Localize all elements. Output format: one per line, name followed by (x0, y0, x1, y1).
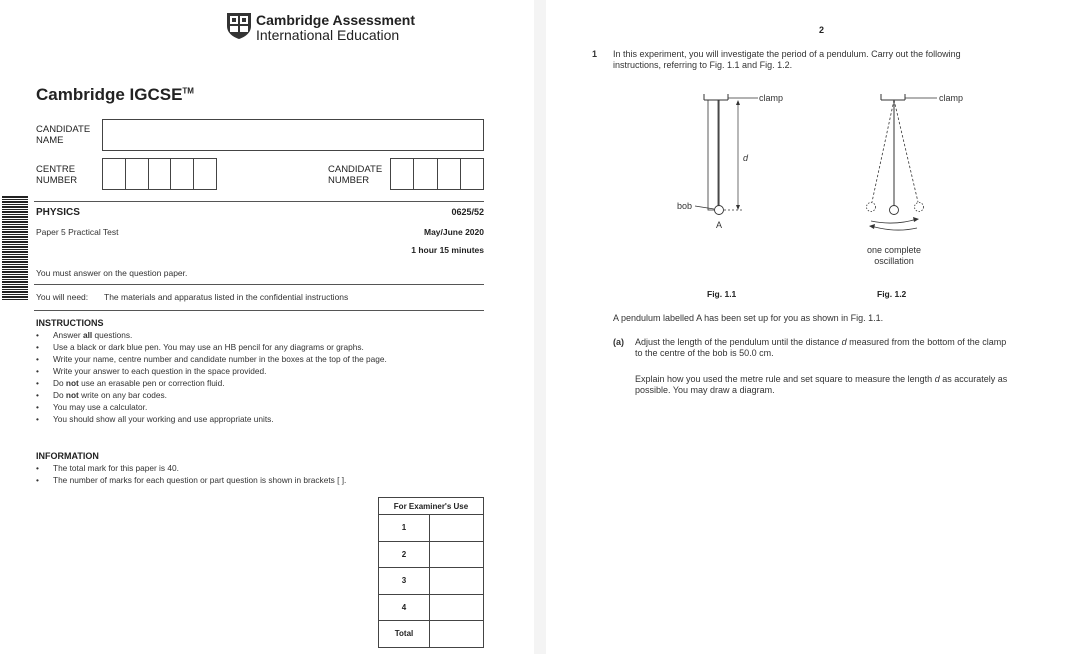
instruction-item: • Write your name, centre number and candidate number in the boxes at the top of the page. (33, 353, 387, 365)
instruction-item: • Answer all questions. (33, 329, 387, 341)
candidate-number-label: CANDIDATE NUMBER (328, 164, 383, 186)
fig2-oscillation-line2: oscillation (874, 256, 914, 266)
cambridge-crest-icon (226, 12, 252, 40)
information-item: • The total mark for this paper is 40. (33, 462, 346, 474)
information-item: • The number of marks for each question or part question is shown in brackets [ ]. (33, 474, 346, 486)
divider (34, 201, 484, 202)
qualification-title: Cambridge IGCSE™ (36, 85, 194, 104)
question-number: 1 (592, 49, 598, 59)
explain-text: Explain how you used the metre rule and set square to measure the length d as accurately as possible. You may draw a diagram. (635, 374, 1008, 395)
question-page (546, 0, 1080, 654)
centre-number-field[interactable] (102, 158, 217, 190)
instruction-item: • You should show all your working and use appropriate units. (33, 413, 387, 425)
paper-code: 0625/52 (451, 207, 484, 217)
part-a-label: (a) (613, 337, 624, 347)
figure-1-2 (851, 88, 981, 273)
table-row: 2 (379, 541, 484, 568)
table-row: Total (379, 621, 484, 648)
instruction-item: • Do not write on any bar codes. (33, 389, 387, 401)
table-row: 3 (379, 568, 484, 595)
fig1-bob-label: bob (677, 201, 693, 211)
instructions-heading: INSTRUCTIONS (36, 318, 104, 328)
org-name-line2: International Education (256, 27, 400, 43)
fig1-A-label: A (716, 220, 723, 230)
candidate-name-field[interactable] (102, 119, 484, 151)
candidate-number-field[interactable] (390, 158, 484, 190)
fig1-clamp-label: clamp (759, 93, 784, 103)
page-number: 2 (819, 25, 825, 35)
table-row: 1 (379, 515, 484, 542)
must-answer-note: You must answer on the question paper. (36, 268, 188, 278)
mark-cell (430, 541, 484, 568)
instruction-item: • You may use a calculator. (33, 401, 387, 413)
cover-page (0, 0, 534, 654)
instructions-list (33, 329, 387, 425)
figure-1-1 (666, 88, 786, 233)
mark-cell (430, 568, 484, 595)
you-will-need-text: The materials and apparatus listed in the confidential instructions (104, 292, 349, 302)
information-list (33, 462, 346, 486)
mark-cell (430, 594, 484, 621)
fig2-oscillation-line1: one complete (866, 245, 922, 255)
paper-title: Paper 5 Practical Test (36, 227, 119, 237)
session: May/June 2020 (423, 227, 484, 237)
question-intro: In this experiment, you will investigate the period of a pendulum. Carry out the following instructions, referring to Fig. 1.1 and Fig. 1.2. (613, 49, 961, 70)
duration: 1 hour 15 minutes (411, 245, 484, 255)
instruction-item: • Do not use an erasable pen or correction fluid. (33, 377, 387, 389)
candidate-name-label: CANDIDATE NAME (36, 124, 91, 146)
mark-cell (430, 515, 484, 542)
barcode (2, 196, 28, 300)
divider (34, 284, 484, 285)
centre-number-label: CENTRE NUMBER (36, 164, 78, 186)
fig1-caption: Fig. 1.1 (707, 289, 737, 299)
trademark: TM (182, 86, 194, 96)
information-heading: INFORMATION (36, 451, 99, 461)
fig2-caption: Fig. 1.2 (877, 289, 907, 299)
examiner-table-header: For Examiner's Use (379, 498, 484, 515)
instruction-item: • Use a black or dark blue pen. You may use an HB pencil for any diagrams or graphs. (33, 341, 387, 353)
examiner-use-table (378, 497, 484, 648)
you-will-need-label: You will need: (36, 292, 89, 302)
subject: PHYSICS (36, 207, 80, 218)
fig2-clamp-label: clamp (939, 93, 964, 103)
table-row: 4 (379, 594, 484, 621)
mark-cell (430, 621, 484, 648)
divider (34, 310, 484, 311)
setup-text: A pendulum labelled A has been set up for you as shown in Fig. 1.1. (613, 313, 884, 323)
org-name-line1: Cambridge Assessment (256, 12, 415, 28)
fig1-d-label: d (743, 153, 749, 163)
instruction-item: • Write your answer to each question in the space provided. (33, 365, 387, 377)
part-a-text: Adjust the length of the pendulum until the distance d measured from the bottom of the clamp to the centre of the bob is 50.0 cm. (635, 337, 1007, 358)
